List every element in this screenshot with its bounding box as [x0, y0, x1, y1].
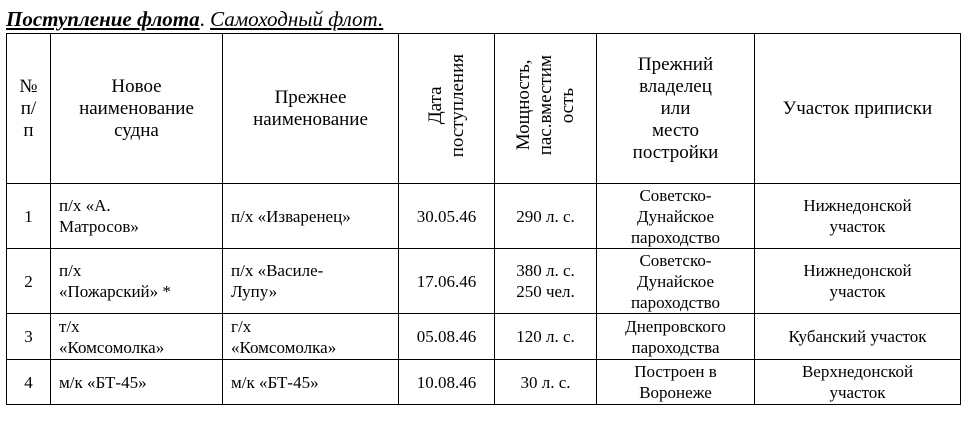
cell-number: 3 — [7, 314, 51, 360]
cell-date: 10.08.46 — [399, 360, 495, 405]
table-row — [7, 314, 961, 360]
header-station: Участок приписки — [755, 34, 961, 184]
cell-date: 05.08.46 — [399, 314, 495, 360]
cell-power: 380 л. с. 250 чел. — [495, 249, 597, 314]
cell-owner: Днепровского пароходства — [597, 314, 755, 360]
table-row — [7, 360, 961, 405]
cell-old-name: м/к «БТ-45» — [223, 360, 399, 405]
heading-italic-part: Самоходный флот. — [210, 7, 384, 31]
cell-old-name: п/х «Изваренец» — [223, 184, 399, 249]
cell-owner: Советско- Дунайское пароходство — [597, 184, 755, 249]
cell-station: Кубанский участок — [755, 314, 961, 360]
cell-old-name: г/х «Комсомолка» — [223, 314, 399, 360]
table-row — [7, 249, 961, 314]
cell-owner: Советско- Дунайское пароходство — [597, 249, 755, 314]
cell-power: 120 л. с. — [495, 314, 597, 360]
cell-number: 1 — [7, 184, 51, 249]
table-row — [7, 184, 961, 249]
cell-number: 4 — [7, 360, 51, 405]
cell-new-name: т/х «Комсомолка» — [51, 314, 223, 360]
heading-bold-part: Поступление флота — [6, 7, 200, 31]
cell-owner: Построен в Воронеже — [597, 360, 755, 405]
header-row — [7, 34, 961, 184]
header-owner: Прежний владелец или место постройки — [597, 34, 755, 184]
header-number: № п/ п — [7, 34, 51, 184]
header-date-cell — [399, 34, 495, 184]
header-date: Дата поступления — [424, 53, 468, 158]
cell-date: 17.06.46 — [399, 249, 495, 314]
cell-new-name: п/х «А. Матросов» — [51, 184, 223, 249]
cell-station: Нижнедонской участок — [755, 184, 961, 249]
header-power-cell — [495, 34, 597, 184]
fleet-table — [6, 33, 961, 405]
cell-new-name: п/х «Пожарский» * — [51, 249, 223, 314]
header-old-name: Прежнее наименование — [223, 34, 399, 184]
cell-station: Нижнедонской участок — [755, 249, 961, 314]
cell-new-name: м/к «БТ-45» — [51, 360, 223, 405]
cell-date: 30.05.46 — [399, 184, 495, 249]
cell-power: 290 л. с. — [495, 184, 597, 249]
header-new-name: Новое наименование судна — [51, 34, 223, 184]
heading-separator: . — [199, 7, 205, 31]
header-power: Мощность, пас.вместим ость — [512, 55, 578, 156]
cell-old-name: п/х «Василе- Лупу» — [223, 249, 399, 314]
document-heading — [6, 6, 383, 32]
cell-number: 2 — [7, 249, 51, 314]
cell-power: 30 л. с. — [495, 360, 597, 405]
cell-station: Верхнедонской участок — [755, 360, 961, 405]
